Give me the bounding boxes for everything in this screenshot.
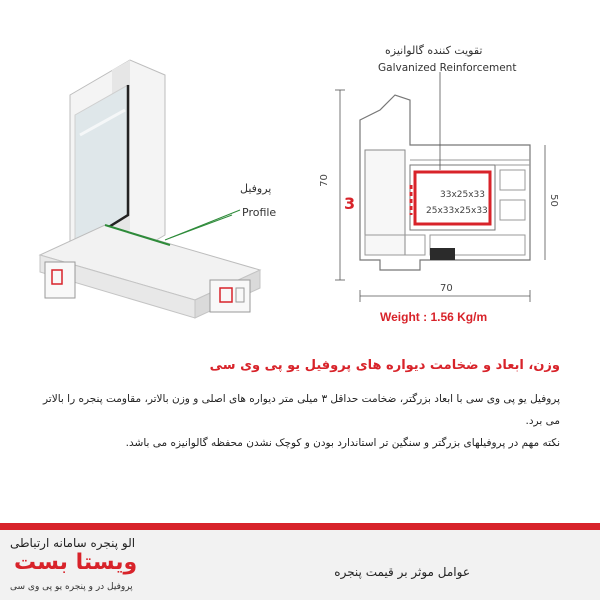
footer-accent-bar <box>0 523 600 530</box>
profile-label-fa: پروفیل <box>240 182 272 195</box>
dimension-width: 70 <box>440 283 453 294</box>
dimension-height: 70 <box>318 174 330 187</box>
logo-name: ویستا بست <box>14 550 138 575</box>
window-corner-render <box>40 60 260 318</box>
logo-subtitle: پروفیل در و پنجره یو پی وی سی <box>10 582 133 592</box>
section-heading: وزن، ابعاد و ضخامت دیواره های پروفیل یو پی وی سی <box>209 358 560 373</box>
weight-label: Weight : 1.56 Kg/m <box>380 310 488 324</box>
logo-tagline: الو پنجره سامانه ارتباطی <box>10 536 136 550</box>
reinforcement-size-2: 25x33x25x33 <box>426 206 488 216</box>
dimension-inner: 50 <box>547 194 559 207</box>
body-text <box>30 388 560 454</box>
footer-title: عوامل موثر بر قیمت پنجره <box>334 565 470 579</box>
paragraph-1: پروفیل یو پی وی سی با ابعاد بزرگتر، ضخامت حداقل ۳ میلی متر دیواره های اصلی و وزن بالاتر، مقاومت پنجره را بالاتر می برد. <box>42 393 560 427</box>
wall-thickness-marker: 3 <box>344 194 356 213</box>
reinforcement-label-fa: تقویت کننده گالوانیزه <box>385 44 483 57</box>
reinforcement-size-1: 33x25x33 <box>440 190 486 200</box>
profile-label-en: Profile <box>242 206 277 219</box>
paragraph-2: نکته مهم در پروفیلهای بزرگتر و سنگین تر استاندارد بودن و کوچک نشدن محفظه گالوانیزه می باشد. <box>125 437 560 449</box>
reinforcement-label-en: Galvanized Reinforcement <box>378 62 517 74</box>
